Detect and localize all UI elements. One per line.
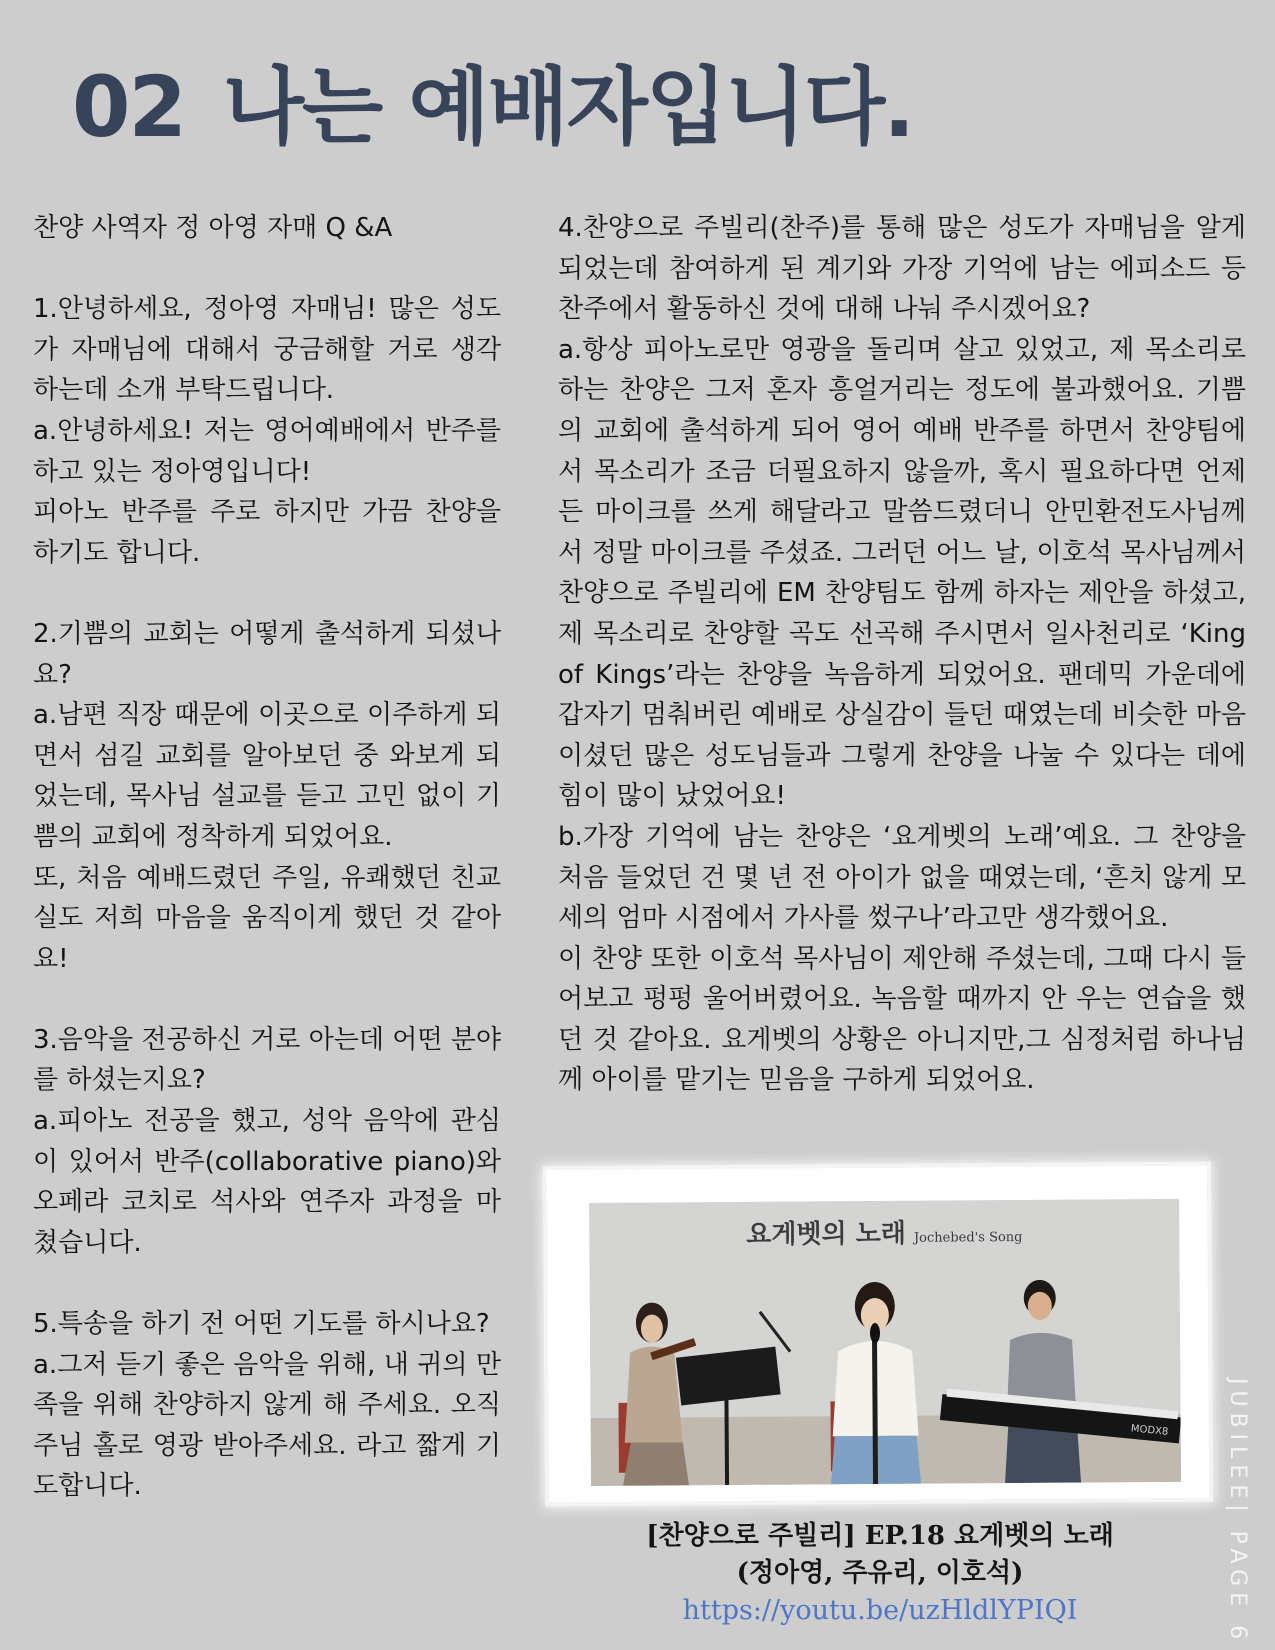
question-5: 5.특송을 하기 전 어떤 기도를 하시나요? xyxy=(33,1309,490,1340)
right-column xyxy=(558,208,1246,1101)
question-3: 3.음악을 전공하신 거로 아는데 어떤 분야를 하셨는지요? xyxy=(33,1024,501,1096)
answer-4c: 이 찬양 또한 이호석 목사님이 제안해 주셨는데, 그때 다시 들어보고 펑펑 울어버렸어요. 녹음할 때까지 안 우는 연습을 했던 것 같아요. 요게벳의 상황은 아니지만,그 심정처럼 하나님께 아이를 맡기는 믿음을 구하게 되었어요. xyxy=(558,943,1246,1096)
paragraph-gap xyxy=(33,979,501,1020)
answer-4a: a.항상 피아노로만 영광을 돌리며 살고 있었고, 제 목소리로 하는 찬양은 그저 혼자 흥얼거리는 정도에 불과했어요. 기쁨의 교회에 출석하게 되어 영어 예배 반주를 하면서 찬양팀에서 목소리가 조금 더필요하지 않을까, 혹시 필요하다면 언제든 마이크를 쓰게 해달라고 말씀드렸더니 안민환전도사님께서 정말 마이크를 주셨죠. 그러던 어느 날, 이호석 목사님께서 찬양으로 주빌리에 EM 찬양팀도 함께 하자는 제안을 하셨고, 제 목소리로 찬양할 곡도 선곡해 주시면서 일사천리로 ‘King of Kings’라는 찬양을 녹음하게 되었어요. 팬데믹 가운데에 갑자기 멈춰버린 예배로 상실감이 들던 때였는데 비슷한 마음이셨던 많은 성도님들과 그렇게 찬양을 나눌 수 있다는 데에 힘이 많이 났었어요! xyxy=(558,334,1246,812)
caption-title: [찬양으로 주빌리] EP.18 요게벳의 노래 xyxy=(646,1521,1114,1551)
section-number: 02 xyxy=(72,58,185,156)
answer-2b: 또, 처음 예배드렸던 주일, 유쾌했던 친교실도 저희 마음을 움직이게 했던 것 같아요! xyxy=(33,862,501,974)
paragraph-gap xyxy=(33,1263,501,1304)
left-column xyxy=(33,208,501,1507)
question-1: 1.안녕하세요, 정아영 자매님! 많은 성도가 자매님에 대해서 궁금해할 거로 생각하는데 소개 부탁드립니다. xyxy=(33,294,501,406)
section-title: 나는 예배자입니다. xyxy=(222,58,914,156)
page-title xyxy=(72,52,913,162)
screen-title xyxy=(589,1211,1179,1252)
question-4: 4.찬양으로 주빌리(찬주)를 통해 많은 성도가 자매님을 알게 되었는데 참여하게 된 계기와 가장 기억에 남는 에피소드 등 찬주에서 활동하신 것에 대해 나눠 주시겠어요? xyxy=(558,213,1246,325)
answer-5: a.그저 듣기 좋은 음악을 위해, 내 귀의 만족을 위해 찬양하지 않게 해 주세요. 오직 주님 홀로 영광 받아주세요. 라고 짧게 기도합니다. xyxy=(33,1349,501,1502)
page-marker: JUBILEE| PAGE 6 xyxy=(1225,1378,1250,1646)
screen-title-korean: 요게벳의 노래 xyxy=(746,1218,907,1250)
answer-2a: a.남편 직장 때문에 이곳으로 이주하게 되면서 섬길 교회를 알아보던 중 와보게 되었는데, 목사님 설교를 듣고 고민 없이 기쁨의 교회에 정착하게 되었어요. xyxy=(33,700,501,852)
keyboard-brand: MODX8 xyxy=(1130,1423,1169,1438)
caption-performers: (정아영, 주유리, 이호석) xyxy=(736,1558,1024,1588)
photo-frame xyxy=(547,1166,1209,1503)
photo-caption xyxy=(620,1518,1140,1630)
paragraph-gap xyxy=(33,573,501,614)
answer-4b: b.가장 기억에 남는 찬양은 ‘요게벳의 노래’예요. 그 찬양을 처음 들었던 건 몇 년 전 아이가 없을 때였는데, ‘흔치 않게 모세의 엄마 시점에서 가사를 썼구나’라고만 생각했어요. xyxy=(558,821,1246,934)
answer-3: a.피아노 전공을 했고, 성악 음악에 관심이 있어서 반주(collaborative piano)와 오페라 코치로 석사와 연주자 과정을 마쳤습니다. xyxy=(33,1106,501,1258)
answer-1b: 피아노 반주를 주로 하지만 가끔 찬양을 하기도 합니다. xyxy=(33,497,501,568)
performance-photo xyxy=(589,1199,1181,1486)
answer-1a: a.안녕하세요! 저는 영어예배에서 반주를 하고 있는 정아영입니다! xyxy=(33,415,501,487)
video-link[interactable]: https://youtu.be/uzHldlYPIQI xyxy=(682,1595,1078,1626)
question-2: 2.기쁨의 교회는 어떻게 출석하게 되셨나요? xyxy=(33,618,501,690)
screen-title-english: Jochebed's Song xyxy=(913,1229,1023,1246)
interview-heading: 찬양 사역자 정 아영 자매 Q &A xyxy=(33,213,393,243)
